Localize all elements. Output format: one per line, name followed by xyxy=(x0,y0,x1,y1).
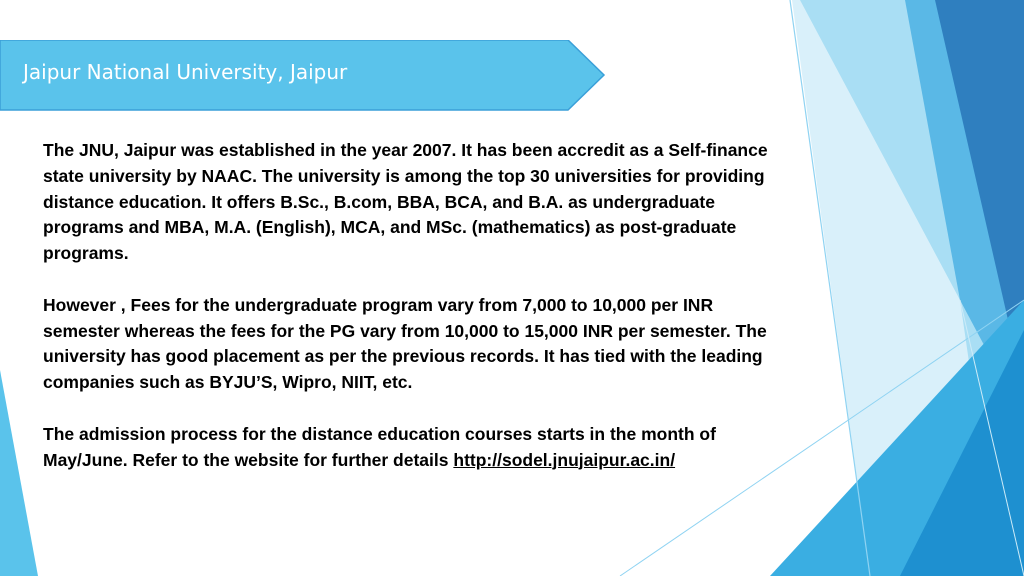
body-content xyxy=(43,138,783,473)
admission-text: The admission process for the distance education courses starts in the month of May/June. Refer to the website for further details xyxy=(43,423,716,470)
website-link[interactable]: http://sodel.jnujaipur.ac.in/ xyxy=(453,449,676,470)
paragraph-fees: However , Fees for the undergraduate program vary from 7,000 to 10,000 per INR semester whereas the fees for the PG vary from 10,000 to 15,000 INR per semester. The university has good placement as per the previous records. It has tied with the leading companies such as BYJU’S, Wipro, NIIT, etc. xyxy=(43,294,767,393)
page-title: Jaipur National University, Jaipur xyxy=(23,60,348,84)
paragraph-admission xyxy=(43,422,783,474)
paragraph-intro: The JNU, Jaipur was established in the year 2007. It has been accredit as a Self-finance state university by NAAC. The university is among the top 30 universities for providing distance education. It offers B.Sc., B.com, BBA, BCA, and B.A. as undergraduate programs and MBA, M.A. (English), MCA, and MSc. (mathematics) as post-graduate programs. xyxy=(43,140,768,264)
left-edge-accent xyxy=(0,370,38,576)
